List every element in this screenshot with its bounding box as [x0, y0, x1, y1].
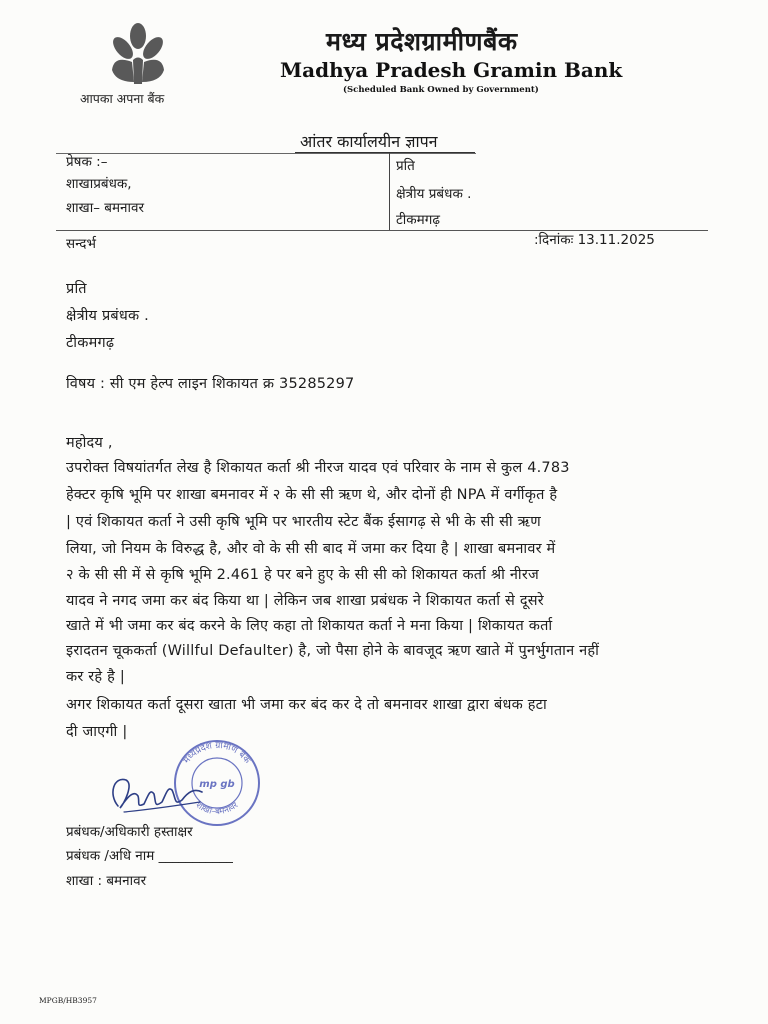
body-line: २ के सी सी में से कृषि भूमि 2.461 हे पर बने हुए के सी सी को शिकायत कर्ता श्री नीरज [66, 567, 539, 583]
stamp-text-top: मध्यप्रदेश ग्रामीण बैंक [182, 740, 252, 766]
stamp-center-text: mp gb [199, 779, 235, 790]
sender-designation: शाखाप्रबंधक, [66, 176, 132, 192]
salutation: महोदय , [66, 435, 113, 451]
body-line: खाते में भी जमा कर बंद करने के लिए कहा तो शिकायत कर्ता ने मना किया | शिकायत कर्ता [66, 618, 553, 634]
recipient-designation: क्षेत्रीय प्रबंधक . [396, 186, 472, 202]
recipient-label: प्रति [396, 158, 415, 174]
branch-label: शाखा : बमनावर [66, 873, 147, 889]
body-line: कर रहे है | [66, 669, 125, 685]
address-to: प्रति [66, 281, 87, 297]
body-line: यादव ने नगद जमा कर बंद किया था | लेकिन जब शाखा प्रबंधक ने शिकायत कर्ता से दूसरे [66, 593, 544, 609]
body-line: उपरोक्त विषयांतर्गत लेख है शिकायत कर्ता श्री नीरज यादव एवं परिवार के नाम से कुल 4.783 [66, 460, 570, 476]
name-label: प्रबंधक /अधि नाम ___________ [66, 848, 233, 864]
body-line: हेक्टर कृषि भूमि पर शाखा बमनावर में २ के सी सी ऋण थे, और दोनों ही NPA में वर्गीकृत है [66, 487, 558, 503]
address-place: टीकमगढ़ [66, 335, 115, 351]
body-line: अगर शिकायत कर्ता दूसरा खाता भी जमा कर बंद कर दे तो बमनावर शाखा द्वारा बंधक हटा [66, 697, 547, 713]
signature-label: प्रबंधक/अधिकारी हस्ताक्षर [66, 824, 193, 840]
body-line: इरादतन चूककर्ता (Willful Defaulter) है, जो पैसा होने के बावजूद ऋण खाते में पुनर्भुगतान नहीं [66, 643, 600, 659]
svg-text:मध्यप्रदेश ग्रामीण बैंक [182, 740, 253, 767]
header-divider-top [56, 153, 476, 154]
bank-name-english: Madhya Pradesh Gramin Bank [280, 58, 623, 82]
sender-label: प्रेषक :– [66, 154, 108, 170]
bank-subtitle: (Scheduled Bank Owned by Government) [343, 85, 539, 95]
recipient-place: टीकमगढ़ [396, 212, 440, 228]
header-divider-vertical [389, 153, 390, 231]
address-designation: क्षेत्रीय प्रबंधक . [66, 308, 149, 324]
form-code: MPGB/HB3957 [39, 996, 97, 1005]
body-line: दी जाएगी | [66, 724, 128, 740]
subject-line: विषय : सी एम हेल्प लाइन शिकायत क्र 35285297 [66, 376, 355, 392]
reference-label: सन्दर्भ [66, 236, 96, 252]
body-line: | एवं शिकायत कर्ता ने उसी कृषि भूमि पर भारतीय स्टेट बैंक ईसागढ़ से भी के सी सी ऋण [66, 514, 541, 530]
date-field: :दिनांकः 13.11.2025 [534, 232, 655, 248]
bank-name-hindi: मध्य प्रदेशग्रामीणबैंक [326, 27, 518, 56]
stamp-text-bottom: शाखा–बमनावर [193, 800, 241, 818]
bank-logo-icon [106, 22, 170, 88]
bank-tagline: आपका अपना बैंक [80, 91, 165, 106]
memo-title: आंतर कार्यालयीन ज्ञापन [300, 132, 438, 151]
body-line: लिया, जो नियम के विरुद्ध है, और वो के सी सी बाद में जमा कर दिया है | शाखा बमनावर में [66, 541, 556, 557]
sender-branch: शाखा– बमनावर [66, 200, 145, 216]
handwritten-signature [104, 766, 208, 818]
